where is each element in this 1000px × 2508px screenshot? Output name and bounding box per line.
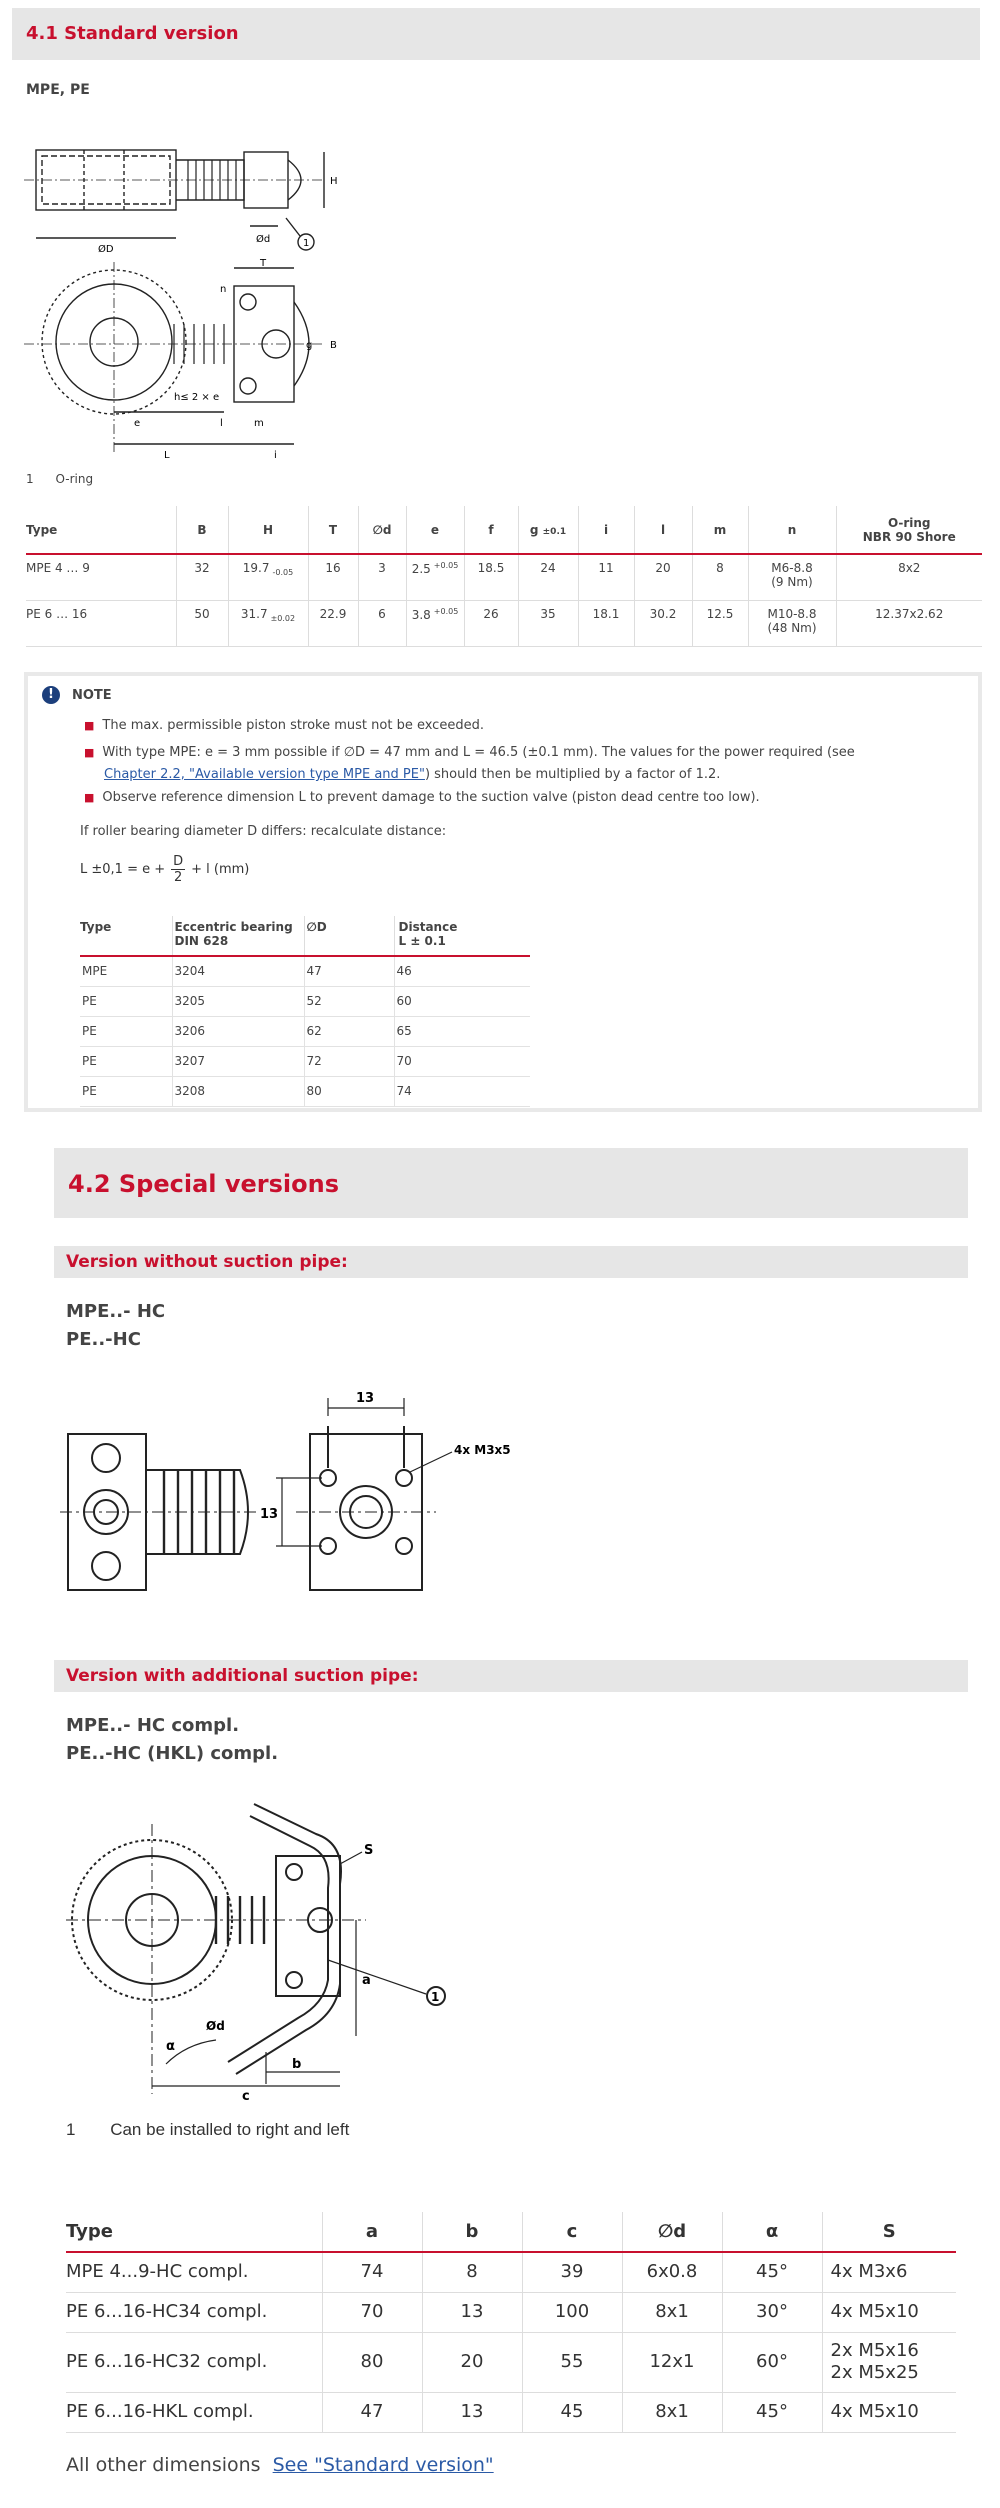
v1-model-2: PE..-HC bbox=[66, 1329, 141, 1350]
note-list bbox=[84, 714, 964, 810]
cell-B-value: 50 bbox=[194, 606, 210, 621]
table-row bbox=[66, 2392, 956, 2432]
sp-col-S: S bbox=[882, 2221, 896, 2242]
sp-alpha: 45° bbox=[722, 2392, 822, 2432]
col-g bbox=[518, 506, 578, 554]
note-header bbox=[42, 686, 112, 704]
bearing-table bbox=[80, 916, 530, 1107]
cell-B bbox=[176, 554, 228, 600]
col-d: ∅d bbox=[358, 506, 406, 554]
dim-13-left: 13 bbox=[260, 1507, 279, 1522]
dim-L-label: L bbox=[164, 450, 170, 461]
cell-f-value: 26 bbox=[483, 606, 499, 621]
cell-type-value: PE 6 … 16 bbox=[26, 606, 88, 621]
cell-g bbox=[518, 600, 578, 646]
note-item bbox=[84, 714, 964, 738]
table-row bbox=[66, 2292, 956, 2332]
cell-type-value: MPE 4 … 9 bbox=[26, 561, 90, 575]
cell-d bbox=[358, 600, 406, 646]
sp-a: 80 bbox=[322, 2332, 422, 2392]
cell-f-value: 18.5 bbox=[477, 561, 505, 575]
v1-model-1: MPE..- HC bbox=[66, 1301, 166, 1322]
col-g-label: g bbox=[529, 522, 539, 537]
cell-d bbox=[358, 554, 406, 600]
cell-oring-value: 8x2 bbox=[898, 561, 921, 575]
bearing-diameter: 62 bbox=[304, 1016, 394, 1046]
bearing-type: PE bbox=[80, 1076, 172, 1106]
bearing-distance: 60 bbox=[396, 994, 412, 1008]
section-header-standard bbox=[12, 8, 980, 60]
cell-e bbox=[406, 554, 464, 600]
bearing-type: MPE bbox=[80, 956, 172, 986]
cell-d-value: 3 bbox=[378, 561, 386, 575]
bearing-number: 3204 bbox=[172, 956, 304, 986]
dim-13-top: 13 bbox=[356, 1391, 375, 1406]
cell-f bbox=[464, 600, 518, 646]
sp-type: MPE 4...9-HC compl. bbox=[66, 2252, 322, 2292]
dim-n-label: n bbox=[220, 284, 227, 295]
cell-T bbox=[308, 554, 358, 600]
v2-caption bbox=[66, 2120, 349, 2140]
formula-denominator: 2 bbox=[173, 870, 183, 885]
cell-T-value: 16 bbox=[325, 561, 341, 575]
bearing-number: 3207 bbox=[172, 1046, 304, 1076]
sp-c: 45 bbox=[522, 2392, 622, 2432]
subsection-title: Version with additional suction pipe: bbox=[66, 1666, 419, 1686]
bearing-type: PE bbox=[80, 1016, 172, 1046]
cell-e bbox=[406, 600, 464, 646]
label-c: c bbox=[242, 2089, 250, 2104]
dim-e-label: e bbox=[134, 418, 141, 429]
sp-S: 2x M5x16 2x M5x25 bbox=[830, 2340, 919, 2383]
sp-d: 6x0.8 bbox=[622, 2252, 722, 2292]
cell-oring-value: 12.37x2.62 bbox=[875, 606, 944, 621]
cell-g-value: 24 bbox=[540, 561, 556, 575]
cell-e-value: +0.05 bbox=[433, 561, 459, 570]
chapter-link[interactable]: Chapter 2.2, "Available version type MPE and PE" bbox=[104, 767, 425, 782]
formula-left: L ±0,1 = e + bbox=[80, 862, 166, 877]
cell-f bbox=[464, 554, 518, 600]
cell-l-value: 30.2 bbox=[649, 606, 677, 621]
section-header-special bbox=[54, 1148, 968, 1218]
sp-b: 20 bbox=[422, 2332, 522, 2392]
sp-col-c: c bbox=[522, 2212, 622, 2252]
sp-col-a: a bbox=[322, 2212, 422, 2252]
col-i: i bbox=[578, 506, 634, 554]
section-title: 4.1 Standard version bbox=[26, 23, 239, 44]
cell-type bbox=[26, 554, 176, 600]
sp-S: 4x M3x6 bbox=[830, 2261, 908, 2283]
col-e: e bbox=[406, 506, 464, 554]
v2-caption-number: 1 bbox=[66, 2120, 76, 2139]
bullet-icon: ■ bbox=[84, 746, 95, 759]
sp-c: 39 bbox=[522, 2252, 622, 2292]
sp-d: 12x1 bbox=[622, 2332, 722, 2392]
formula-right: + l (mm) bbox=[191, 862, 250, 877]
legend-number: 1 bbox=[26, 472, 34, 486]
label-callout-1: 1 bbox=[431, 1990, 440, 2004]
callout-1: 1 bbox=[303, 238, 310, 249]
note-label: NOTE bbox=[72, 687, 112, 703]
col-f: f bbox=[464, 506, 518, 554]
standard-version-link[interactable]: See "Standard version" bbox=[272, 2454, 494, 2476]
thread-label: 4x M3x5 bbox=[454, 1443, 511, 1457]
dim-g-label: g bbox=[306, 340, 313, 351]
cell-i-value: 11 bbox=[598, 561, 614, 575]
special-dimensions-table bbox=[66, 2212, 956, 2433]
bearing-diameter: 47 bbox=[304, 956, 394, 986]
sp-b: 13 bbox=[422, 2392, 522, 2432]
sp-S: 4x M5x10 bbox=[830, 2301, 919, 2322]
dim-T-label: T bbox=[260, 258, 267, 269]
v1-models bbox=[66, 1298, 165, 1354]
bearing-distance: 65 bbox=[396, 1024, 412, 1038]
cell-e-value: 3.8 bbox=[411, 607, 431, 622]
bullet-icon: ■ bbox=[84, 719, 95, 732]
table-row bbox=[80, 1016, 530, 1046]
cell-H-value: 19.7 bbox=[242, 561, 270, 575]
bearing-col-type: Type bbox=[80, 916, 172, 956]
cell-n-value: M10-8.8 bbox=[767, 606, 817, 621]
table-row bbox=[80, 956, 530, 986]
bearing-type: PE bbox=[80, 1046, 172, 1076]
dim-B-label: B bbox=[330, 340, 337, 351]
col-B: B bbox=[176, 506, 228, 554]
bearing-distance: 46 bbox=[396, 964, 412, 979]
cell-e-value: 2.5 bbox=[411, 562, 431, 576]
note-item bbox=[84, 786, 964, 810]
note-text: With type MPE: e = 3 mm possible if ∅D = 47 mm and L = 46.5 (±0.1 mm). The values for the power required (see bbox=[102, 745, 855, 760]
cell-m bbox=[692, 600, 748, 646]
label-a: a bbox=[362, 1973, 371, 1988]
dim-h-label: h≤ 2 × e bbox=[174, 392, 220, 403]
col-oring-sub: NBR 90 Shore bbox=[862, 529, 956, 544]
info-icon: ! bbox=[42, 686, 60, 704]
cell-l-value: 20 bbox=[655, 561, 671, 575]
bearing-diameter: 72 bbox=[304, 1046, 394, 1076]
cell-l bbox=[634, 554, 692, 600]
cell-d-value: 6 bbox=[378, 606, 386, 621]
note-text: The max. permissible piston stroke must not be exceeded. bbox=[102, 718, 484, 733]
footer-text: All other dimensions bbox=[66, 2454, 261, 2476]
hc-drawing bbox=[60, 1386, 540, 1602]
cell-n bbox=[748, 600, 836, 646]
bearing-number: 3206 bbox=[172, 1016, 304, 1046]
cell-B bbox=[176, 600, 228, 646]
subsection-title: Version without suction pipe: bbox=[66, 1252, 348, 1272]
bearing-number: 3205 bbox=[172, 986, 304, 1016]
cell-type bbox=[26, 600, 176, 646]
cell-n-value: (48 Nm) bbox=[767, 620, 817, 635]
col-type: Type bbox=[26, 506, 176, 554]
footer-line bbox=[66, 2454, 494, 2476]
bullet-icon: ■ bbox=[84, 791, 95, 804]
section-title: 4.2 Special versions bbox=[68, 1170, 339, 1198]
sp-col-alpha: α bbox=[722, 2212, 822, 2252]
v2-caption-text: Can be installed to right and left bbox=[110, 2120, 350, 2139]
v2-model-2: PE..-HC (HKL) compl. bbox=[66, 1743, 279, 1764]
cell-H bbox=[228, 600, 308, 646]
bearing-diameter: 52 bbox=[304, 986, 394, 1016]
cell-H-value: ±0.02 bbox=[270, 613, 296, 623]
cell-T bbox=[308, 600, 358, 646]
v2-models bbox=[66, 1712, 278, 1768]
sp-c: 100 bbox=[522, 2292, 622, 2332]
sp-col-type: Type bbox=[66, 2212, 322, 2252]
cell-B-value: 32 bbox=[194, 561, 210, 575]
bearing-col-eccentric-2: DIN 628 bbox=[174, 934, 229, 948]
sp-c: 55 bbox=[522, 2332, 622, 2392]
cell-m bbox=[692, 554, 748, 600]
bearing-col-eccentric bbox=[172, 916, 304, 956]
cell-m-value: 12.5 bbox=[706, 606, 734, 621]
cell-g-value: 35 bbox=[540, 606, 556, 621]
dim-D-label: ØD bbox=[98, 244, 114, 255]
col-oring bbox=[836, 506, 982, 554]
col-oring-label: O-ring bbox=[887, 515, 931, 530]
cell-l bbox=[634, 600, 692, 646]
cell-n-value: (9 Nm) bbox=[771, 575, 813, 589]
cell-H bbox=[228, 554, 308, 600]
note-text: Observe reference dimension L to prevent damage to the suction valve (piston dead centre too low). bbox=[102, 790, 760, 805]
cell-g bbox=[518, 554, 578, 600]
table-row bbox=[80, 1076, 530, 1106]
table-row bbox=[66, 2252, 956, 2292]
bearing-col-eccentric-1: Eccentric bearing bbox=[174, 920, 293, 934]
sp-d: 8x1 bbox=[622, 2392, 722, 2432]
sp-b: 8 bbox=[422, 2252, 522, 2292]
label-b: b bbox=[292, 2057, 302, 2072]
side-view-drawing bbox=[24, 130, 364, 260]
sp-a: 47 bbox=[322, 2392, 422, 2432]
bearing-col-distance-1: Distance bbox=[398, 920, 458, 934]
sp-alpha: 30° bbox=[722, 2292, 822, 2332]
cell-oring bbox=[836, 554, 982, 600]
table-row bbox=[66, 2332, 956, 2392]
dim-l-label: l bbox=[220, 418, 223, 429]
cell-e-value: +0.05 bbox=[433, 606, 459, 616]
note-item bbox=[84, 742, 964, 786]
legend-text: O-ring bbox=[55, 472, 94, 486]
front-view-drawing bbox=[24, 258, 344, 462]
sp-b: 13 bbox=[422, 2292, 522, 2332]
bearing-col-D: ∅D bbox=[304, 916, 394, 956]
sp-type: PE 6...16-HKL compl. bbox=[66, 2392, 322, 2432]
cell-H-value: 31.7 bbox=[240, 606, 268, 621]
sp-alpha: 60° bbox=[722, 2332, 822, 2392]
bearing-number: 3208 bbox=[172, 1076, 304, 1106]
cell-H-value: -0.05 bbox=[272, 568, 294, 578]
dim-m-label: m bbox=[254, 418, 264, 429]
label-alpha: α bbox=[166, 2039, 175, 2054]
note-text: ) should then be multiplied by a factor of 1.2. bbox=[424, 767, 721, 782]
legend-item bbox=[26, 472, 93, 486]
col-m: m bbox=[692, 506, 748, 554]
sp-S: 4x M5x10 bbox=[830, 2401, 919, 2422]
dim-d-label: Ød bbox=[256, 234, 271, 245]
roller-text: If roller bearing diameter D differs: recalculate distance: bbox=[80, 824, 447, 839]
bearing-diameter: 80 bbox=[304, 1076, 394, 1106]
subsection-header-v1 bbox=[54, 1246, 968, 1278]
formula-numerator: D bbox=[173, 854, 184, 869]
label-S: S bbox=[364, 1843, 374, 1858]
col-g-tol: ±0.1 bbox=[542, 526, 567, 537]
col-l: l bbox=[634, 506, 692, 554]
table-row bbox=[80, 1046, 530, 1076]
sp-d: 8x1 bbox=[622, 2292, 722, 2332]
formula-fraction bbox=[171, 854, 185, 885]
table-row bbox=[26, 554, 982, 600]
cell-oring bbox=[836, 600, 982, 646]
sp-type: PE 6...16-HC32 compl. bbox=[66, 2332, 322, 2392]
sp-col-d: ∅d bbox=[622, 2212, 722, 2252]
dim-H-label: H bbox=[330, 176, 338, 187]
bearing-distance: 70 bbox=[396, 1054, 412, 1068]
col-n: n bbox=[748, 506, 836, 554]
cell-n-value: M6-8.8 bbox=[771, 561, 813, 575]
dim-i-label: i bbox=[274, 450, 277, 461]
cell-T-value: 22.9 bbox=[319, 606, 347, 621]
table-row bbox=[80, 986, 530, 1016]
sp-alpha: 45° bbox=[722, 2252, 822, 2292]
cell-n bbox=[748, 554, 836, 600]
subsection-header-v2 bbox=[54, 1660, 968, 1692]
note-box bbox=[24, 672, 982, 1112]
cell-m-value: 8 bbox=[716, 561, 724, 575]
bearing-type: PE bbox=[80, 986, 172, 1016]
model-subheading: MPE, PE bbox=[26, 82, 90, 98]
table-row bbox=[26, 600, 982, 646]
bearing-col-distance-2: L ± 0.1 bbox=[398, 934, 446, 948]
col-H: H bbox=[228, 506, 308, 554]
hc-compl-drawing bbox=[66, 1804, 466, 2104]
bearing-col-distance bbox=[394, 916, 530, 956]
sp-a: 74 bbox=[322, 2252, 422, 2292]
cell-i bbox=[578, 600, 634, 646]
col-T: T bbox=[308, 506, 358, 554]
sp-a: 70 bbox=[322, 2292, 422, 2332]
cell-i-value: 18.1 bbox=[592, 606, 620, 621]
formula bbox=[80, 854, 249, 885]
sp-type: PE 6...16-HC34 compl. bbox=[66, 2292, 322, 2332]
standard-dimensions-table bbox=[26, 506, 982, 647]
label-d: Ød bbox=[206, 2019, 225, 2033]
v2-model-1: MPE..- HC compl. bbox=[66, 1715, 240, 1736]
sp-col-b: b bbox=[422, 2212, 522, 2252]
cell-i bbox=[578, 554, 634, 600]
bearing-distance: 74 bbox=[396, 1084, 412, 1098]
